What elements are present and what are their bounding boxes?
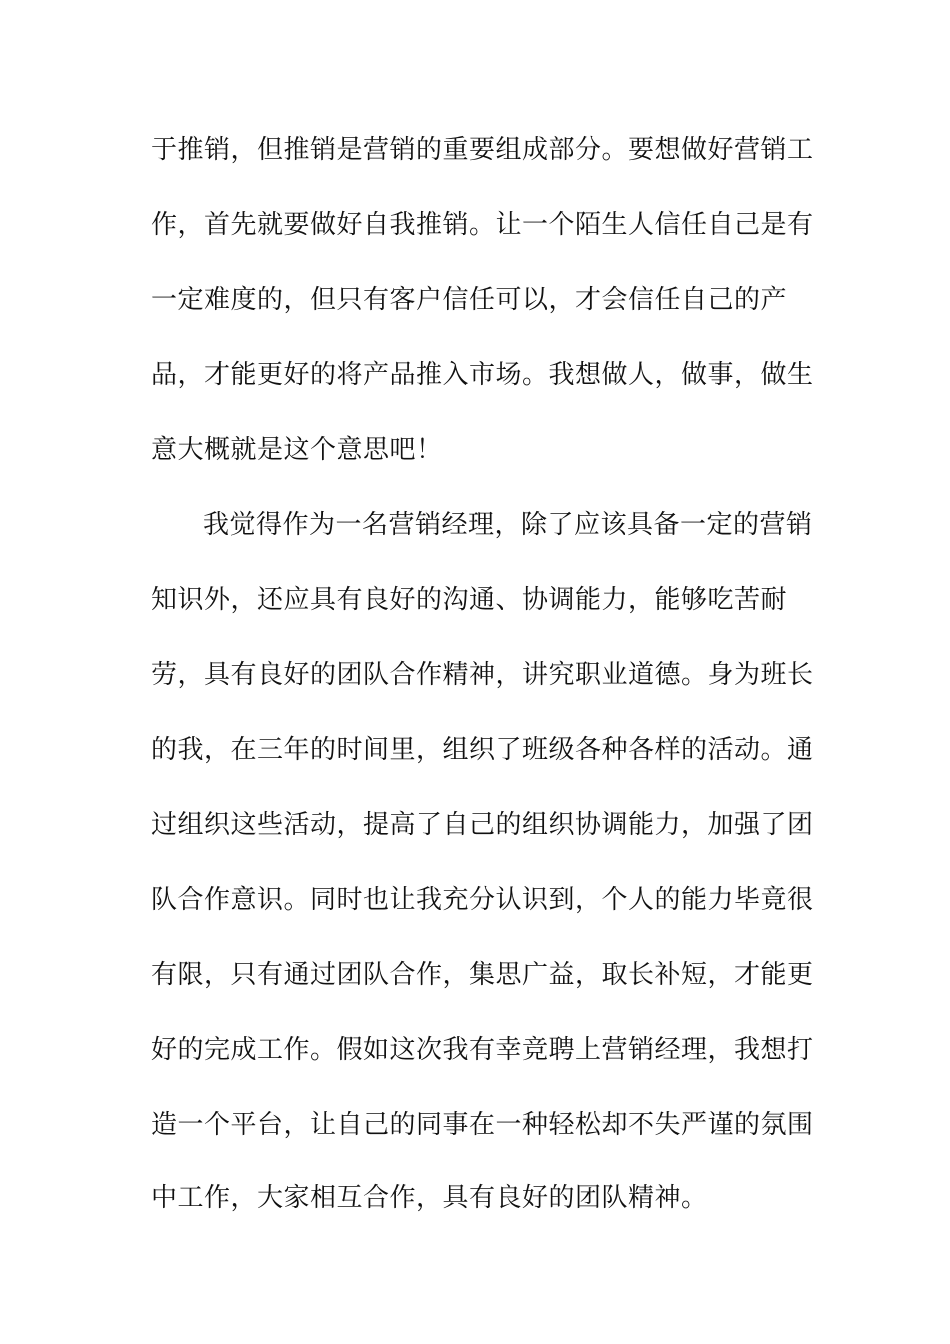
text-line-10: 过组织这些活动，提高了自己的组织协调能力，加强了团 <box>151 810 814 840</box>
text-line-4: 品，才能更好的将产品推入市场。我想做人，做事，做生 <box>151 360 814 390</box>
text-line-2: 作，首先就要做好自我推销。让一个陌生人信任自己是有 <box>151 210 814 240</box>
text-line-7: 知识外，还应具有良好的沟通、协调能力，能够吃苦耐 <box>151 585 788 615</box>
text-line-8: 劳，具有良好的团队合作精神，讲究职业道德。身为班长 <box>151 660 814 690</box>
text-line-1: 于推销，但推销是营销的重要组成部分。要想做好营销工 <box>151 135 814 165</box>
text-line-15: 中工作，大家相互合作，具有良好的团队精神。 <box>151 1183 708 1213</box>
text-line-11: 队合作意识。同时也让我充分认识到，个人的能力毕竟很 <box>151 885 814 915</box>
text-line-14: 造一个平台，让自己的同事在一种轻松却不失严谨的氛围 <box>151 1110 814 1140</box>
text-line-9: 的我，在三年的时间里，组织了班级各种各样的活动。通 <box>151 735 814 765</box>
text-line-5: 意大概就是这个意思吧！ <box>151 435 443 465</box>
text-line-3: 一定难度的，但只有客户信任可以，才会信任自己的产 <box>151 285 788 315</box>
text-line-12: 有限，只有通过团队合作，集思广益，取长补短，才能更 <box>151 960 814 990</box>
paragraph-2-first-line: 我觉得作为一名营销经理，除了应该具备一定的营销 <box>203 510 813 540</box>
text-line-13: 好的完成工作。假如这次我有幸竞聘上营销经理，我想打 <box>151 1035 814 1065</box>
